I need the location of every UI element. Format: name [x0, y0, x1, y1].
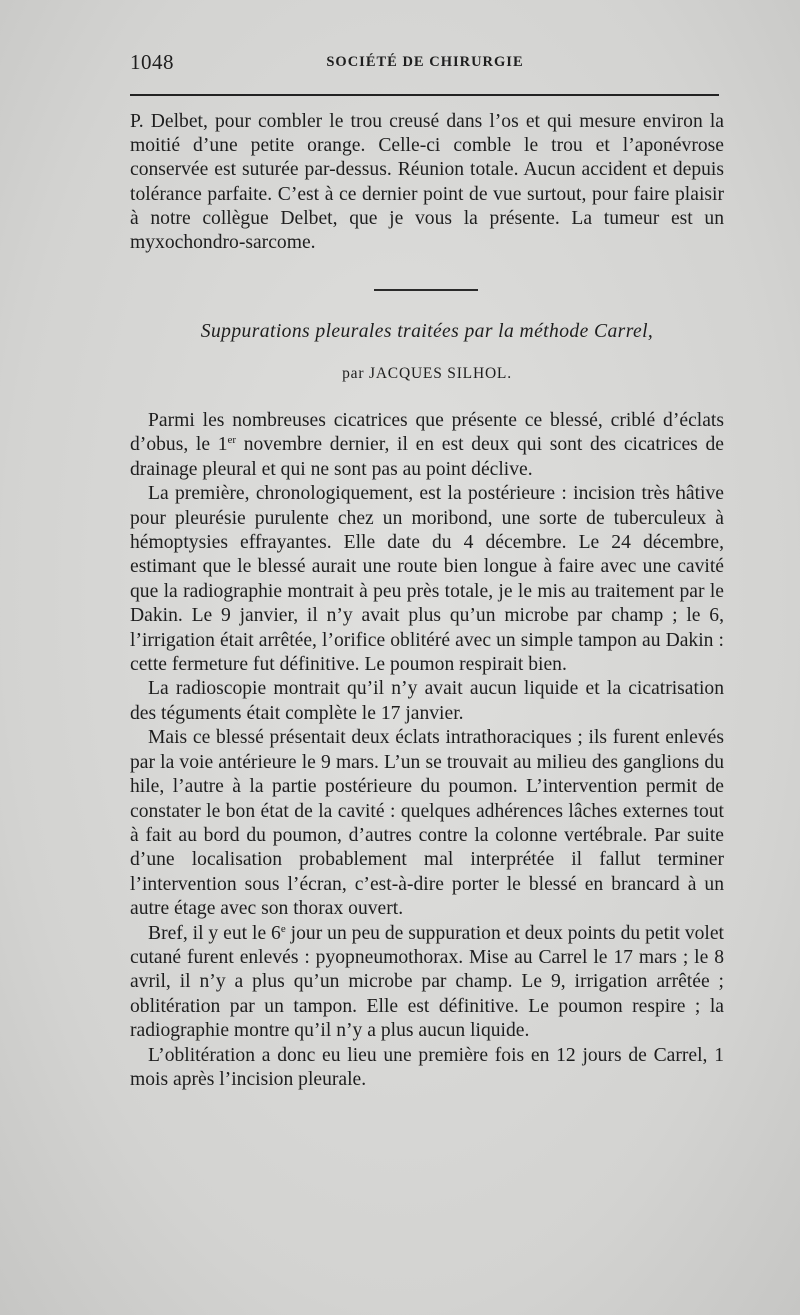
section-separator [374, 289, 478, 291]
header-rule [130, 94, 719, 96]
author-name: JACQUES SILHOL. [368, 365, 512, 382]
paragraph-5: Bref, il y eut le 6e jour un peu de suppuration et deux points du petit volet cutané furent enlevés : pyopneumothorax. Mise au Carrel le 17 mars ; le 8 avril, il n’y a plus qu’un microbe par champ. Le 9, irrigation arrêtée ; oblitération par un tampon. Elle est définitive. Le poumon respire ; la radiographie montre qu’il n’y a plus aucun liquide. [130, 922, 724, 1042]
paragraph-3: La radioscopie montrait qu’il n’y avait aucun liquide et la cicatrisation des téguments était complète le 17 janvier. [130, 678, 724, 724]
article-title: Suppurations pleurales traitées par la méthode Carrel, [200, 321, 654, 342]
continuation-text [130, 110, 724, 255]
continuation-paragraph: P. Delbet, pour combler le trou creusé dans l’os et qui mesure environ la moitié d’une petite orange. Celle-ci comble le trou et l’aponévrose conservée est suturée par-dessus. Réunion totale. Aucun accident et depuis tolérance parfaite. C’est à ce dernier point de vue surtout, pour faire plaisir à notre collègue Delbet, que je vous la présente. La tumeur est un myxochondro-sarcome. [130, 111, 724, 254]
paragraph-6: L’oblitération a donc eu lieu une première fois en 12 jours de Carrel, 1 mois après l’incision pleurale. [130, 1044, 724, 1090]
superscript-e: e [280, 922, 286, 935]
paragraph-1: Parmi les nombreuses cicatrices que présente ce blessé, criblé d’éclats d’obus, le 1er novembre dernier, il en est deux qui sont des cicatrices de drainage pleural et qui ne sont pas au point déclive. [130, 410, 724, 480]
article-body [130, 409, 724, 1092]
running-title: SOCIÉTÉ DE CHIRURGIE [326, 54, 524, 70]
page-number: 1048 [130, 50, 174, 74]
paragraph-2: La première, chronologiquement, est la postérieure : incision très hâtive pour pleurésie purulente chez un moribond, une sorte de tuberculeux à hémoptysies effrayantes. Elle date du 4 décembre. Le 24 décembre, estimant que le blessé aurait une route bien longue à faire avec une cavité que la radiographie montrait à peu près totale, je le mis au traitement par le Dakin. Le 9 janvier, il n’y avait plus qu’un microbe par champ ; le 6, l’irrigation était arrêtée, l’orifice oblitéré avec un simple tampon au Dakin : cette fermeture fut définitive. Le poumon respirait bien. [130, 483, 724, 676]
page-header [130, 48, 720, 78]
superscript-er: er [227, 434, 237, 447]
paragraph-4: Mais ce blessé présentait deux éclats intrathoraciques ; ils furent enlevés par la voie antérieure le 9 mars. L’un se trouvait au milieu des ganglions du hile, l’autre à la partie postérieure du poumon. L’intervention permit de constater le bon état de la cavité : quelques adhérences lâches externes tout à fait au bord du poumon, d’autres contre la colonne vertébrale. Par suite d’une localisation probablement mal interprétée il fallut terminer l’intervention sous l’écran, c’est-à-dire porter le blessé en brancard à un autre étage avec son thorax ouvert. [130, 727, 724, 920]
byline-prefix: par [342, 365, 365, 382]
article-byline [130, 365, 724, 383]
